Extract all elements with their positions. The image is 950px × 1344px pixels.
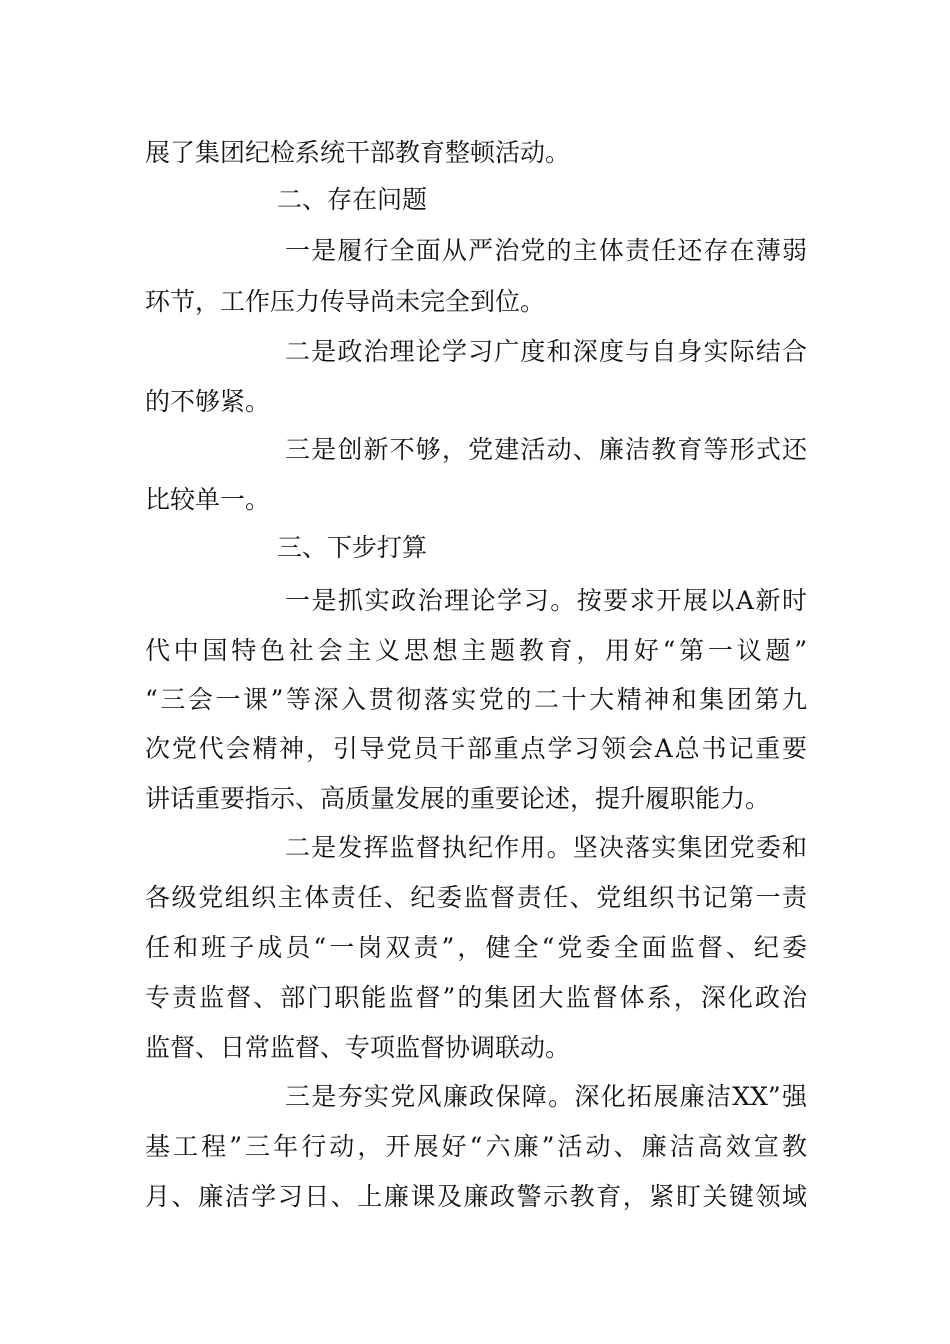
body-text-line: 一是抓实政治理论学习。按要求开展以A新时: [285, 586, 807, 615]
body-text-line: 二是发挥监督执纪作用。坚决落实集团党委和: [285, 833, 807, 862]
body-text-line: 展了集团纪检系统干部教育整顿活动。: [145, 138, 571, 167]
body-text-line: 的不够紧。: [145, 387, 271, 416]
body-text-line: 三是创新不够，党建活动、廉洁教育等形式还: [285, 435, 807, 464]
body-text-line: 基工程”三年行动，开展好“六廉”活动、廉洁高效宣教: [145, 1132, 807, 1161]
body-text-line: 监督、日常监督、专项监督协调联动。: [145, 1033, 571, 1062]
section-heading: 三、下步打算: [277, 533, 428, 562]
section-heading: 二、存在问题: [277, 185, 428, 214]
body-text-line: 环节，工作压力传导尚未完全到位。: [145, 287, 546, 316]
body-text-line: 比较单一。: [145, 485, 271, 514]
body-text-line: 各级党组织主体责任、纪委监督责任、党组织书记第一责: [145, 883, 807, 912]
body-text-line: 专责监督、部门职能监督”的集团大监督体系，深化政治: [145, 983, 807, 1012]
body-text-line: 次党代会精神，引导党员干部重点学习领会A总书记重要: [145, 734, 807, 763]
body-text-line: 二是政治理论学习广度和深度与自身实际结合: [285, 337, 807, 366]
body-text-line: 三是夯实党风廉政保障。深化拓展廉洁XX”强: [285, 1082, 807, 1111]
body-text-line: 讲话重要指示、高质量发展的重要论述，提升履职能力。: [145, 784, 771, 813]
body-text-line: 一是履行全面从严治党的主体责任还存在薄弱: [285, 236, 807, 265]
body-text-line: 月、廉洁学习日、上廉课及廉政警示教育，紧盯关键领域: [145, 1182, 807, 1211]
body-text-line: 任和班子成员“一岗双责”，健全“党委全面监督、纪委: [145, 933, 807, 962]
body-text-line: 代中国特色社会主义思想主题教育，用好“第一议题”: [145, 636, 807, 665]
body-text-line: “三会一课”等深入贯彻落实党的二十大精神和集团第九: [145, 685, 807, 714]
